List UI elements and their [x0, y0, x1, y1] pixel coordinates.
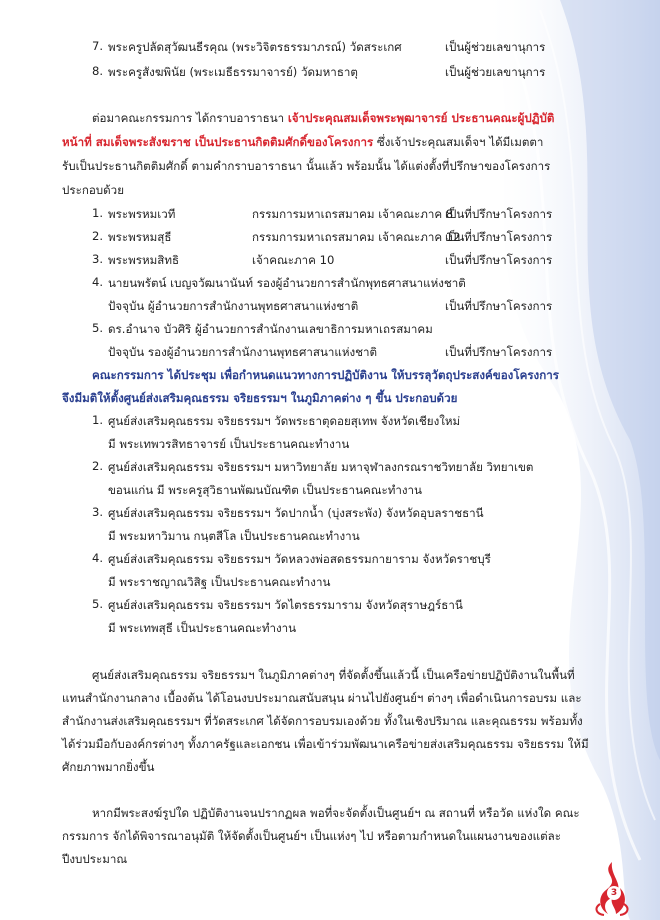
item-text: พระครูปลัดสุวัฒนธีรคุณ (พระวิจิตรธรรมาภรณ์) วัดสระเกศ — [108, 40, 402, 54]
paragraph-text: ต่อมาคณะกรรมการ ได้กราบอาราธนา — [92, 111, 288, 125]
advisor-role: เป็นที่ปรึกษาโครงการ — [445, 253, 553, 267]
item-number: 1. — [92, 413, 104, 427]
advisor-role: เป็นที่ปรึกษาโครงการ — [445, 299, 553, 313]
center-name: ศูนย์ส่งเสริมคุณธรรม จริยธรรมฯ วัดพระธาตุดอยสุเทพ จังหวัดเชียงใหม่ — [108, 414, 461, 428]
item-text: พระครูสังฆพินัย (พระเมธีธรรมาจารย์) วัดมหาธาตุ — [108, 65, 358, 79]
paragraph-text: ซึ่งเจ้าประคุณสมเด็จฯ ได้มีเมตตา — [373, 135, 544, 149]
highlight-text: เจ้าประคุณสมเด็จพระพุฒาจารย์ ประธานคณะผู้ปฏิบัติ — [287, 111, 555, 125]
paragraph-text: รับเป็นประธานกิตติมศักดิ์ ตามคำกราบอาราธนา นั้นแล้ว พร้อมนั้น ได้แต่งตั้งที่ปรึกษาของโครงการ — [62, 159, 551, 173]
center-name: ศูนย์ส่งเสริมคุณธรรม จริยธรรมฯ วัดปากน้ำ (บุ่งสระพัง) จังหวัดอุบลราชธานี — [108, 506, 484, 520]
page-number: 3 — [607, 886, 621, 900]
center-name: ศูนย์ส่งเสริมคุณธรรม จริยธรรมฯ วัดหลวงพ่อสดธรรมกายาราม จังหวัดราชบุรี — [108, 552, 491, 566]
advisor-role: เป็นที่ปรึกษาโครงการ — [445, 207, 553, 221]
paragraph-text: หากมีพระสงฆ์รูปใด ปฏิบัติงานจนปรากฏผล พอที่จะจัดตั้งเป็นศูนย์ฯ ณ สถานที่ หรือวัด แห่งใด คณะ — [92, 806, 580, 820]
center-chair: มี พระมหาวิมาน กนฺตสีโล เป็นประธานคณะทำงาน — [108, 529, 360, 543]
center-name: ศูนย์ส่งเสริมคุณธรรม จริยธรรมฯ มหาวิทยาลัย มหาจุฬาลงกรณราชวิทยาลัย วิทยาเขต — [108, 460, 534, 474]
item-number: 3. — [92, 252, 104, 266]
paragraph-text: ปีงบประมาณ — [62, 852, 128, 866]
item-number: 3. — [92, 505, 104, 519]
paragraph-text: กรรมการ จักได้พิจารณาอนุมัติ ให้จัดตั้งเป็นศูนย์ฯ เป็นแห่งๆ ไป หรือตามกำหนดในแผนงานของแต่ละ — [62, 829, 561, 843]
center-name: ศูนย์ส่งเสริมคุณธรรม จริยธรรมฯ วัดไตรธรรมาราม จังหวัดสุราษฎร์ธานี — [108, 598, 463, 612]
advisor-role: เป็นที่ปรึกษาโครงการ — [445, 230, 553, 244]
item-number: 8. — [92, 64, 104, 78]
item-number: 2. — [92, 229, 104, 243]
advisor-position: กรรมการมหาเถรสมาคม เจ้าคณะภาค 12 — [252, 230, 461, 244]
advisor-position: เจ้าคณะภาค 10 — [252, 253, 335, 267]
paragraph-text: ได้ร่วมมือกับองค์กรต่างๆ ทั้งภาครัฐและเอกชน เพื่อเข้าร่วมพัฒนาเครือข่ายส่งเสริมคุณธรรม จริยธรรม ให้มี — [62, 737, 589, 751]
advisor-position: กรรมการมหาเถรสมาคม เจ้าคณะภาค 8 — [252, 207, 454, 221]
paragraph-text: ศูนย์ส่งเสริมคุณธรรม จริยธรรมฯ ในภูมิภาคต่างๆ ที่จัดตั้งขึ้นแล้วนี้ เป็นเครือข่ายปฏิบัติงานในพื้นที่ — [92, 668, 575, 682]
paragraph-text: สำนักงานส่งเสริมคุณธรรมฯ ที่วัดสระเกศ ได้จัดการอบรมเองด้วย ทั้งในเชิงปริมาณ และคุณธรรม พร้อมทั้ง — [62, 714, 583, 728]
item-number: 5. — [92, 321, 104, 335]
advisor-name: นายนพรัตน์ เบญจวัฒนานันท์ รองผู้อำนวยการสำนักพุทธศาสนาแห่งชาติ — [108, 276, 466, 290]
advisor-position: ปัจจุบัน ผู้อำนวยการสำนักงานพุทธศาสนาแห่งชาติ — [108, 299, 359, 313]
advisor-name: พระพรหมเวที — [108, 207, 176, 221]
item-number: 7. — [92, 39, 104, 53]
item-role: เป็นผู้ช่วยเลขานุการ — [445, 40, 546, 54]
highlight-text: คณะกรรมการ ได้ประชุม เพื่อกำหนดแนวทางการปฏิบัติงาน ให้บรรลุวัตถุประสงค์ของโครงการ — [92, 368, 559, 382]
highlight-text: หน้าที่ สมเด็จพระสังฆราช เป็นประธานกิตติมศักดิ์ของโครงการ — [62, 135, 374, 149]
center-chair: มี พระราชญาณวิสิฐ เป็นประธานคณะทำงาน — [108, 575, 331, 589]
center-chair: มี พระเทพวรสิทธาจารย์ เป็นประธานคณะทำงาน — [108, 437, 350, 451]
advisor-name: พระพรหมสิทธิ — [108, 253, 180, 267]
paragraph-text: แทนสำนักงานกลาง เบื้องต้น ได้โอนงบประมาณสนับสนุน ผ่านไปยังศูนย์ฯ ต่างๆ เพื่อดำเนินการอบรม และ — [62, 691, 582, 705]
item-number: 4. — [92, 551, 104, 565]
center-chair: ขอนแก่น มี พระครูสุวิธานพัฒนบัณฑิต เป็นประธานคณะทำงาน — [108, 483, 422, 497]
advisor-position: ปัจจุบัน รองผู้อำนวยการสำนักงานพุทธศาสนาแห่งชาติ — [108, 345, 378, 359]
paragraph-text: ศักยภาพมากยิ่งขึ้น — [62, 760, 155, 774]
paragraph-text: ประกอบด้วย — [62, 183, 124, 197]
item-number: 1. — [92, 206, 104, 220]
highlight-text: จึงมีมติให้ตั้งศูนย์ส่งเสริมคุณธรรม จริยธรรมฯ ในภูมิภาคต่าง ๆ ขึ้น ประกอบด้วย — [62, 391, 458, 405]
item-number: 5. — [92, 597, 104, 611]
advisor-role: เป็นที่ปรึกษาโครงการ — [445, 345, 553, 359]
advisor-name: ดร.อำนาจ บัวศิริ ผู้อำนวยการสำนักงานเลขาธิการมหาเถรสมาคม — [108, 322, 433, 336]
item-number: 2. — [92, 459, 104, 473]
item-role: เป็นผู้ช่วยเลขานุการ — [445, 65, 546, 79]
center-chair: มี พระเทพสุธี เป็นประธานคณะทำงาน — [108, 621, 297, 635]
item-number: 4. — [92, 275, 104, 289]
advisor-name: พระพรหมสุธี — [108, 230, 172, 244]
